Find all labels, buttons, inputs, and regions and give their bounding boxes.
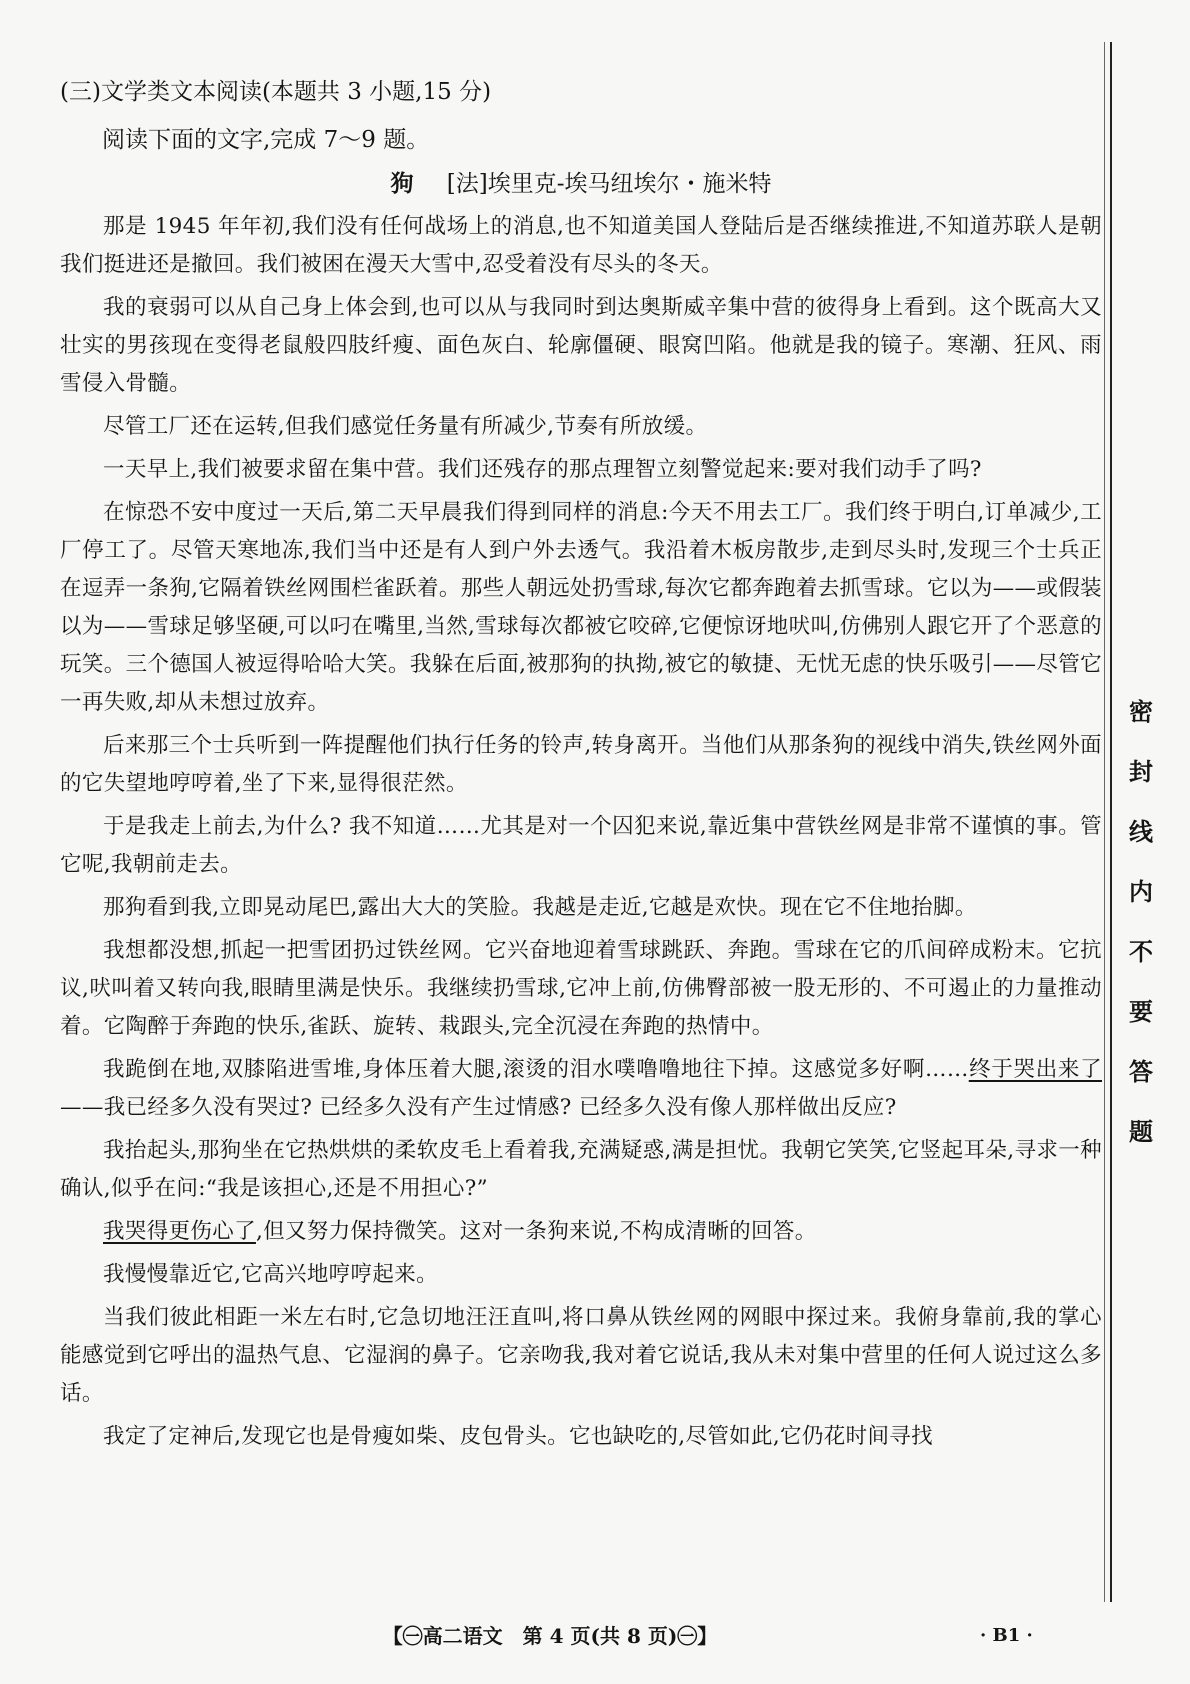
paragraph: 后来那三个士兵听到一阵提醒他们执行任务的铃声,转身离开。当他们从那条狗的视线中消失,铁丝网外面的它失望地哼哼着,坐了下来,显得很茫然。 <box>60 733 1102 796</box>
page-footer: 【㊀高二语文 第 4 页(共 8 页)㊀】 <box>382 1624 718 1648</box>
underlined-phrase: 我哭得更伤心了 <box>103 1219 256 1244</box>
paragraph-sad <box>60 1213 1102 1251</box>
paper-code: · B1 · <box>980 1625 1033 1646</box>
paragraph-text: 我跪倒在地,双膝陷进雪堆,身体压着大腿,滚烫的泪水噗噜噜地往下掉。这感觉多好啊…… <box>103 1057 969 1082</box>
seal-char: 答 <box>1129 1057 1153 1086</box>
paragraph: 那是 1945 年年初,我们没有任何战场上的消息,也不知道美国人登陆后是否继续推进,不知道苏联人是朝我们挺进还是撤回。我们被困在漫天大雪中,忍受着没有尽头的冬天。 <box>60 214 1102 277</box>
article-title: 狗 <box>390 170 414 197</box>
paragraph: 尽管工厂还在运转,但我们感觉任务量有所减少,节奏有所放缓。 <box>103 414 708 439</box>
instruction: 阅读下面的文字,完成 7～9 题。 <box>102 127 430 153</box>
seal-char: 线 <box>1129 817 1153 846</box>
seal-char: 封 <box>1129 757 1153 786</box>
seal-char: 题 <box>1129 1117 1153 1146</box>
article-author: [法]埃里克-埃马纽埃尔・施米特 <box>446 171 772 197</box>
binding-line-thin <box>1104 42 1105 1602</box>
paragraph: 我抬起头,那狗坐在它热烘烘的柔软皮毛上看着我,充满疑惑,满是担忧。我朝它笑笑,它竖起耳朵,寻求一种确认,似乎在问:“我是该担心,还是不用担心?” <box>60 1138 1102 1201</box>
paragraph: 一天早上,我们被要求留在集中营。我们还残存的那点理智立刻警觉起来:要对我们动手了吗? <box>103 457 982 482</box>
paragraph: 我定了定神后,发现它也是骨瘦如柴、皮包骨头。它也缺吃的,尽管如此,它仍花时间寻找 <box>103 1424 934 1449</box>
paragraph: 当我们彼此相距一米左右时,它急切地汪汪直叫,将口鼻从铁丝网的网眼中探过来。我俯身靠前,我的掌心能感觉到它呼出的温热气息、它湿润的鼻子。它亲吻我,我对着它说话,我从未对集中营里的任何人说过这么多话。 <box>60 1305 1102 1406</box>
paragraph: 我想都没想,抓起一把雪团扔过铁丝网。它兴奋地迎着雪球跳跃、奔跑。雪球在它的爪间碎成粉末。它抗议,吠叫着又转向我,眼睛里满是快乐。我继续扔雪球,它冲上前,仿佛臀部被一股无形的、不可遏止的力量推动着。它陶醉于奔跑的快乐,雀跃、旋转、栽跟头,完全沉浸在奔跑的热情中。 <box>60 938 1102 1039</box>
paragraph: 于是我走上前去,为什么? 我不知道……尤其是对一个囚犯来说,靠近集中营铁丝网是非常不谨慎的事。管它呢,我朝前走去。 <box>60 814 1102 877</box>
seal-char: 不 <box>1129 937 1153 966</box>
paragraph-text: ,但又努力保持微笑。这对一条狗来说,不构成清晰的回答。 <box>255 1219 817 1244</box>
article-header <box>60 168 1102 200</box>
page-content <box>60 76 1102 1461</box>
seal-char: 要 <box>1129 997 1153 1026</box>
binding-line <box>1110 42 1112 1602</box>
paragraph: 我慢慢靠近它,它高兴地哼哼起来。 <box>103 1262 438 1287</box>
seal-line-notice <box>1124 697 1158 1180</box>
paragraph: 我的衰弱可以从自己身上体会到,也可以从与我同时到达奥斯威辛集中营的彼得身上看到。这个既高大又壮实的男孩现在变得老鼠般四肢纤瘦、面色灰白、轮廓僵硬、眼窝凹陷。他就是我的镜子。寒潮、狂风、雨雪侵入骨髓。 <box>60 295 1102 396</box>
paragraph-text: ——我已经多久没有哭过? 已经多久没有产生过情感? 已经多久没有像人那样做出反应? <box>60 1095 897 1120</box>
seal-char: 密 <box>1129 697 1153 726</box>
seal-char: 内 <box>1129 877 1153 906</box>
underlined-phrase: 终于哭出来了 <box>968 1057 1102 1082</box>
paragraph: 那狗看到我,立即晃动尾巴,露出大大的笑脸。我越是走近,它越是欢快。现在它不住地抬脚。 <box>103 895 977 920</box>
paragraph: 在惊恐不安中度过一天后,第二天早晨我们得到同样的消息:今天不用去工厂。我们终于明白,订单减少,工厂停工了。尽管天寒地冻,我们当中还是有人到户外去透气。我沿着木板房散步,走到尽头时,发现三个士兵正在逗弄一条狗,它隔着铁丝网围栏雀跃着。那些人朝远处扔雪球,每次它都奔跑着去抓雪球。它以为——或假装以为——雪球足够坚硬,可以叼在嘴里,当然,雪球每次都被它咬碎,它便惊讶地吠叫,仿佛别人跟它开了个恶意的玩笑。三个德国人被逗得哈哈大笑。我躲在后面,被那狗的执拗,被它的敏捷、无忧无虑的快乐吸引——尽管它一再失败,却从未想过放弃。 <box>60 500 1102 715</box>
paragraph-crying <box>60 1051 1102 1127</box>
section-title: (三)文学类文本阅读(本题共 3 小题,15 分) <box>60 79 492 105</box>
